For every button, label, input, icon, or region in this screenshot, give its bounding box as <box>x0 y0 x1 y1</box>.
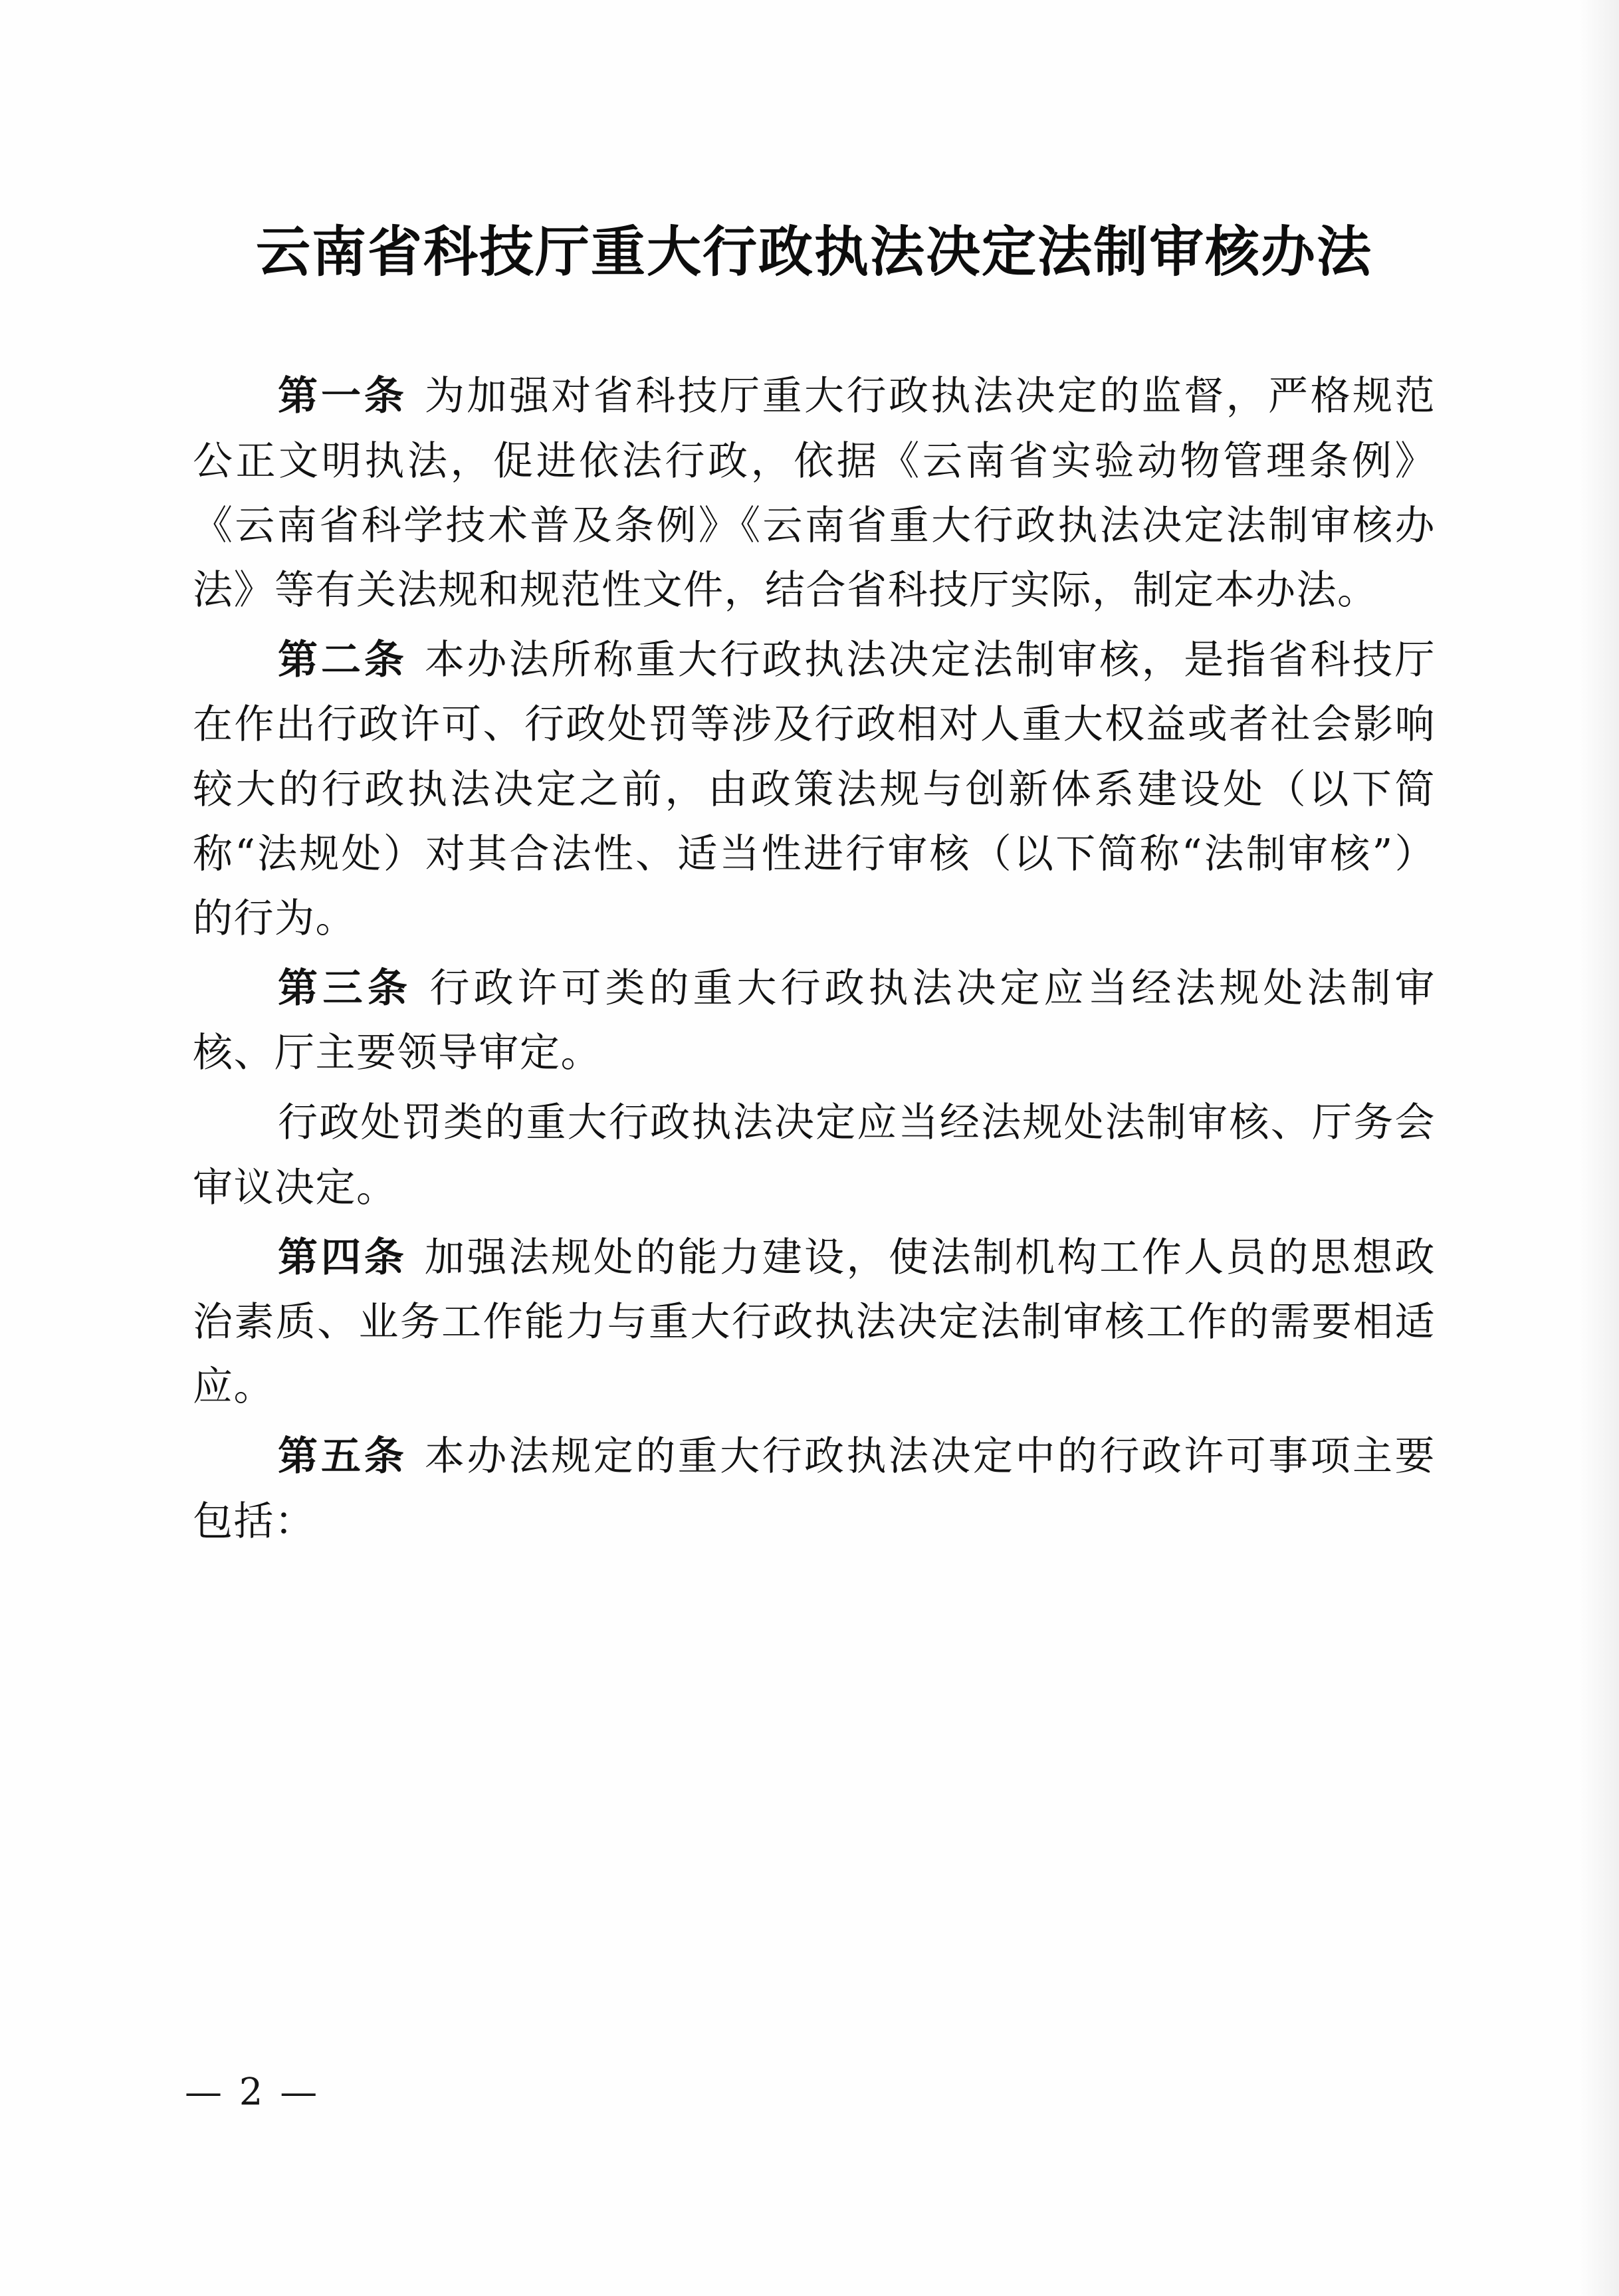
paragraph <box>193 364 1436 623</box>
page-title: 云南省科技厅重大行政执法决定法制审核办法 <box>255 220 1372 284</box>
article-label: 第三条 <box>278 965 413 1012</box>
article-text: 本办法规定的重大行政执法决定中的行政许可事项主要包括： <box>193 1433 1436 1545</box>
article-text: 行政处罚类的重大行政执法决定应当经法规处法制审核、厅务会审议决定。 <box>193 1099 1436 1211</box>
article-2 <box>193 628 1436 951</box>
article-label: 第五条 <box>278 1433 407 1480</box>
page-number: — 2 — <box>185 2071 320 2114</box>
paragraph <box>193 1091 1436 1220</box>
document-body <box>193 219 1436 1559</box>
article-text: 行政许可类的重大行政执法决定应当经法规处法制审核、厅主要领导审定。 <box>193 965 1436 1077</box>
article-3 <box>193 957 1436 1220</box>
paragraph <box>193 628 1436 951</box>
paragraph <box>193 1226 1436 1420</box>
page-edge-shading <box>1579 0 1619 2296</box>
article-text: 为加强对省科技厅重大行政执法决定的监督，严格规范公正文明执法，促进依法行政，依据《云南省实验动物管理条例》《云南省科学技术普及条例》《云南省重大行政执法决定法制审核办法》等有关法规和规范性文件，结合省科技厅实际，制定本办法。 <box>193 373 1436 614</box>
paragraph <box>193 1425 1436 1553</box>
article-4 <box>193 1226 1436 1420</box>
article-text: 本办法所称重大行政执法决定法制审核，是指省科技厅在作出行政许可、行政处罚等涉及行政相对人重大权益或者社会影响较大的行政执法决定之前，由政策法规与创新体系建设处（以下简称“法规处）对其合法性、适当性进行审核（以下简称“法制审核”）的行为。 <box>193 637 1436 942</box>
article-text: 加强法规处的能力建设，使法制机构工作人员的思想政治素质、业务工作能力与重大行政执法决定法制审核工作的需要相适应。 <box>193 1234 1436 1411</box>
article-1 <box>193 364 1436 623</box>
article-label: 第二条 <box>278 637 407 684</box>
paragraph <box>193 957 1436 1086</box>
article-5 <box>193 1425 1436 1553</box>
article-label: 第四条 <box>278 1234 407 1281</box>
article-label: 第一条 <box>278 373 407 420</box>
